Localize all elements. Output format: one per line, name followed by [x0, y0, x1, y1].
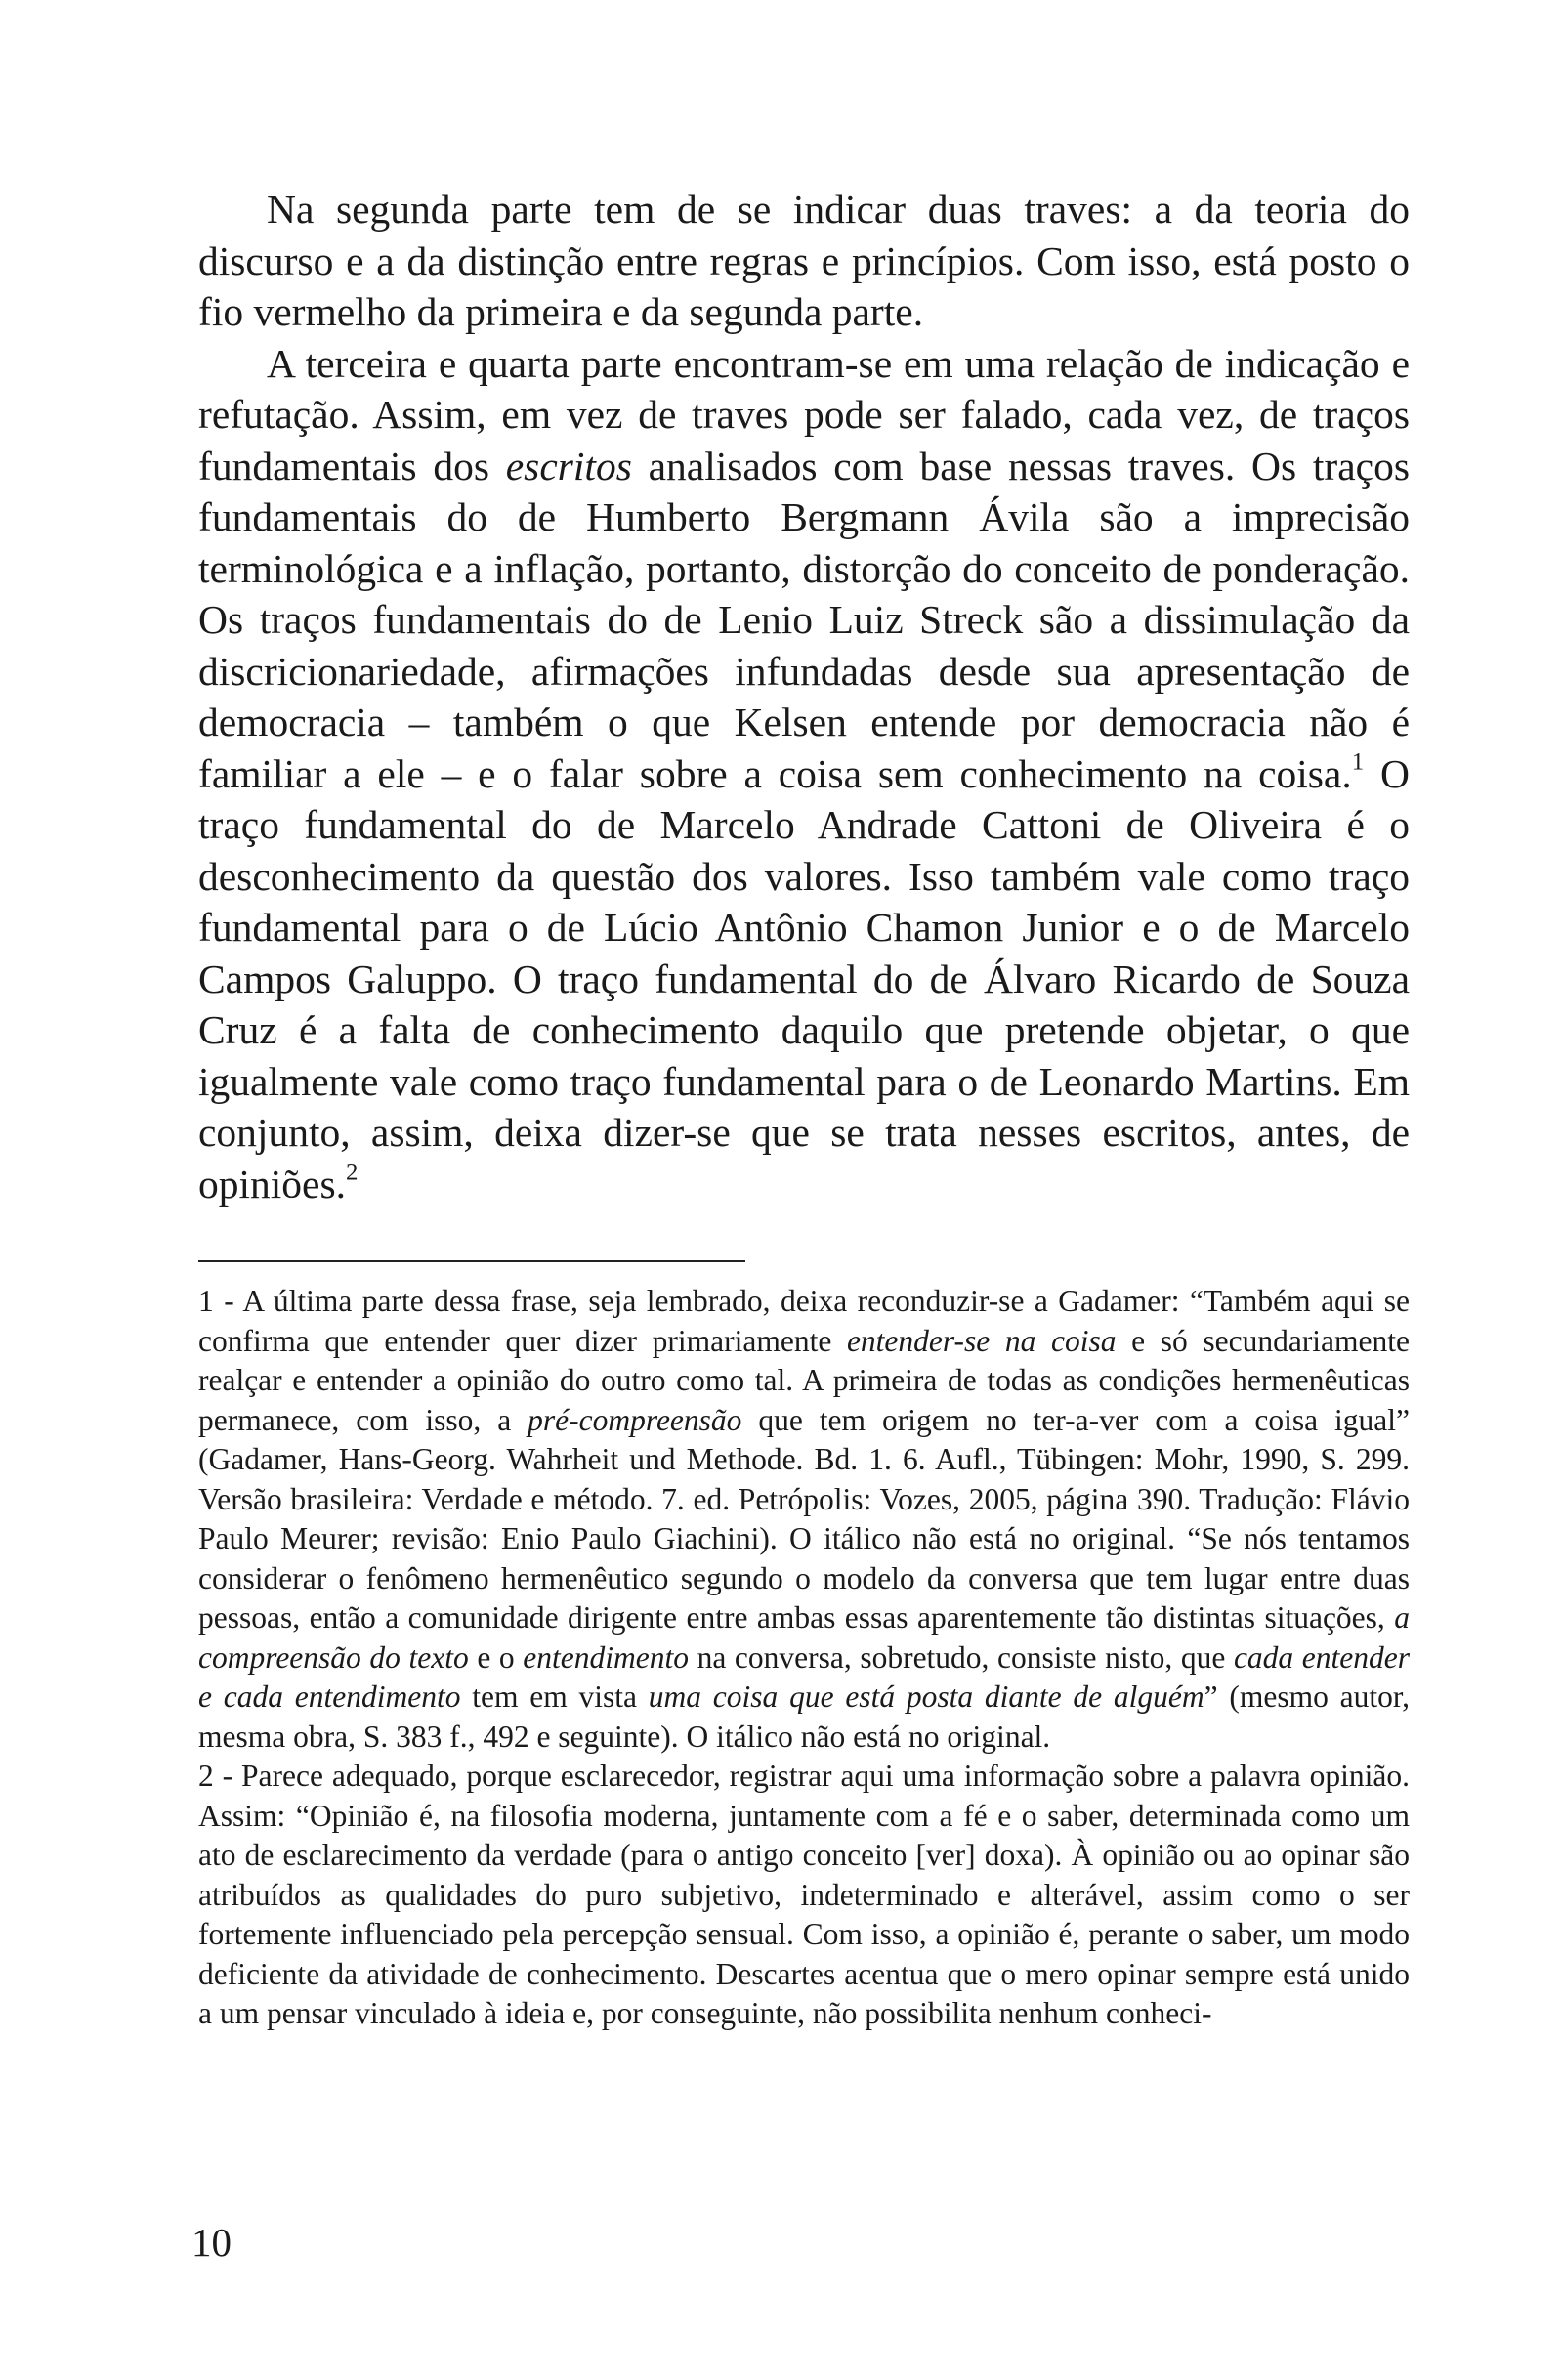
footnote-ref-1: 1	[1351, 747, 1365, 775]
paragraph-2-part-b: analisados com base nessas traves. Os traços fundamentais do de Humberto Bergmann Ávila são a imprecisão terminológica e a inflação, portanto, distorção do conceito de ponderação. Os traços fundamentais do de Lenio Luiz Streck são a dissimulação da discricionariedade, afirmações infundadas desde sua apresentação de democracia – também o que Kelsen entende por democracia não é familiar a ele – e o falar sobre a coisa sem conhecimento na coisa.	[198, 443, 1410, 796]
footnote-1-text-5: na conversa, sobretudo, consiste nisto, que	[688, 1639, 1234, 1675]
footnote-1-italic-4: entendimento	[523, 1639, 689, 1675]
footnote-1-italic-2: pré-compreensão	[528, 1402, 742, 1437]
footnote-1-text-2: e só secundariamente realçar e entender a opinião do outro como tal. A primeira de todas as condições hermenêuticas permanece, com isso, a	[198, 1323, 1411, 1437]
paragraph-2-part-c: O traço fundamental do de Marcelo Andrade Cattoni de Oliveira é o desconhecimento da questão dos valores. Isso também vale como traço fundamental para o de Lúcio Antônio Chamon Junior e o de Marcelo Campos Galuppo. O traço fundamental do de Álvaro Ricardo de Souza Cruz é a falta de conhecimento daquilo que pretende objetar, o que igualmente vale como traço fundamental para o de Leonardo Martins. Em conjunto, assim, deixa dizer-se que se trata nesses escritos, antes, de opiniões.	[198, 750, 1410, 1207]
footnote-1-text-4: e o	[468, 1639, 524, 1675]
footnote-1-italic-1: entender-se na coisa	[846, 1323, 1117, 1358]
footnote-1-text-7: ” (mesmo autor, mesma obra, S. 383 f., 492 e seguinte). O itálico não está no original.	[198, 1679, 1410, 1754]
paragraph-2-part-a: A terceira e quarta parte encontram-se em uma relação de indicação e refutação. Assim, em vez de traves pode ser falado, cada vez, de traços fundamentais dos	[198, 340, 1410, 489]
italic-escritos: escritos	[505, 443, 632, 489]
footnotes	[198, 1282, 1410, 2034]
footnote-ref-2: 2	[346, 1158, 359, 1185]
main-text	[198, 184, 1410, 1210]
footnote-1-text-3: que tem origem no ter-a-ver com a coisa igual” (Gadamer, Hans-Georg. Wahrheit und Methode. Bd. 1. 6. Aufl., Tübingen: Mohr, 1990, S. 299. Versão brasileira: Verdade e método. 7. ed. Petrópolis: Vozes, 2005, página 390. Tradução: Flávio Paulo Meurer; revisão: Enio Paulo Giachini). O itálico não está no original. “Se nós tentamos considerar o fenômeno hermenêutico segundo o modelo da conversa que tem lugar entre duas pessoas, então a comunidade dirigente entre ambas essas aparentemente tão distintas situações,	[198, 1402, 1410, 1635]
footnote-1-italic-6: uma coisa que está posta diante de alguém	[648, 1679, 1204, 1714]
footnote-1-text-6: tem em vista	[460, 1679, 649, 1714]
footnote-1-italic-3: a compreensão do texto	[198, 1600, 1410, 1675]
footnote-1-italic-5: cada entender e cada entendimento	[198, 1639, 1410, 1714]
paragraph-1: Na segunda parte tem de se indicar duas traves: a da teoria do discurso e a da distinção entre regras e princípios. Com isso, está posto o fio vermelho da primeira e da segunda parte.	[198, 187, 1410, 334]
page-number: 10	[191, 2220, 232, 2265]
footnote-1	[198, 1282, 1410, 1757]
book-page	[198, 184, 1410, 2034]
footnote-separator	[198, 1260, 745, 1262]
paragraph-2	[198, 338, 1410, 1211]
footnote-1-text-1: 1 - A última parte dessa frase, seja lembrado, deixa reconduzir-se a Gadamer: “Também aqui se confirma que entender quer dizer primariamente	[198, 1284, 1410, 1358]
footnote-2: 2 - Parece adequado, porque esclarecedor, registrar aqui uma informação sobre a palavra opinião. Assim: “Opinião é, na filosofia moderna, juntamente com a fé e o saber, determinada como um ato de esclarecimento da verdade (para o antigo conceito [ver] doxa). À opinião ou ao opinar são atribuídos as qualidades do puro subjetivo, indeterminado e alterável, assim como o ser fortemente influenciado pela percepção sensual. Com isso, a opinião é, perante o saber, um modo deficiente da atividade de conhecimento. Descartes acentua que o mero opinar sempre está unido a um pensar vinculado à ideia e, por conseguinte, não possibilita nenhum conheci-	[198, 1759, 1410, 2030]
